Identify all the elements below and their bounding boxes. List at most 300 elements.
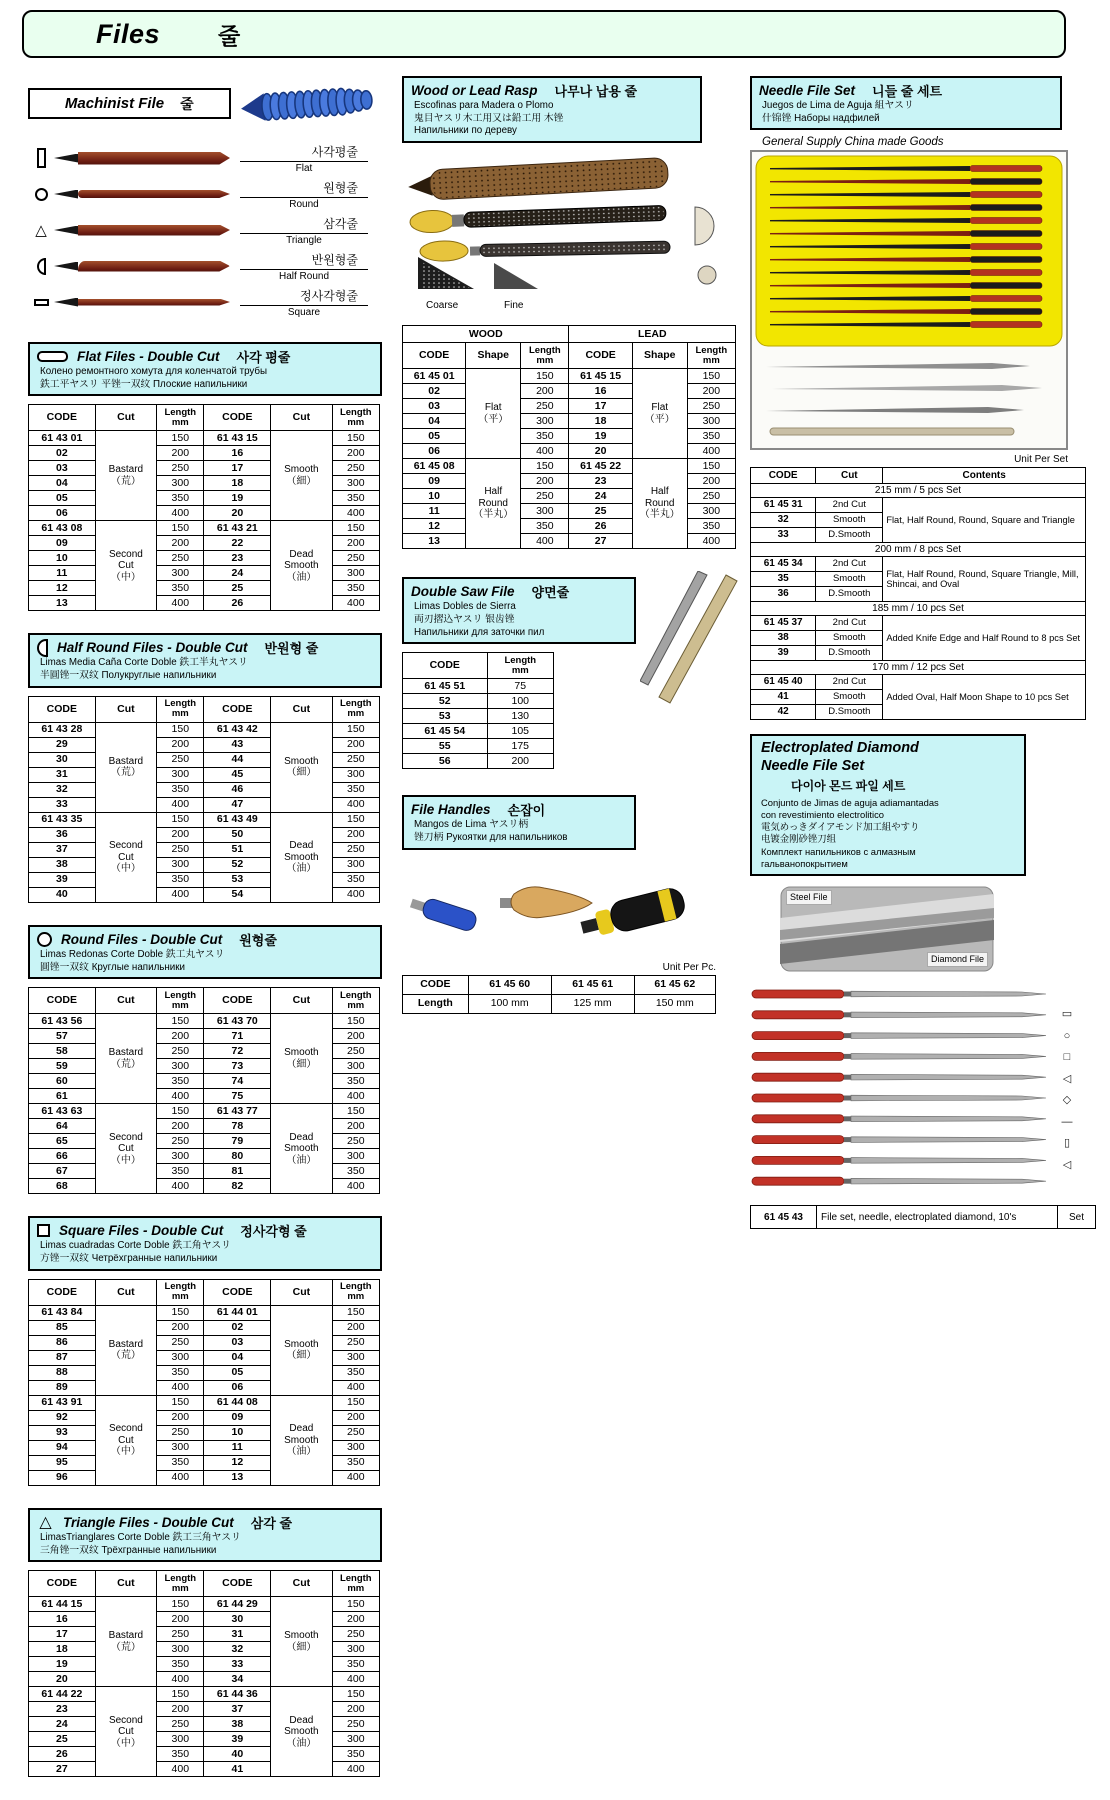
code-cell: 43 <box>204 737 271 752</box>
cut-cell: Bastard （荒） <box>95 1305 156 1395</box>
table-header-row <box>403 343 736 369</box>
section-title-row <box>411 582 627 601</box>
wood-rasp-image <box>402 149 734 317</box>
section-subtitle: гальванопокрытием <box>761 857 848 869</box>
cut-header: Cut <box>271 696 332 722</box>
code-cell: 31 <box>29 767 96 782</box>
section-title: Square Files - Double Cut <box>59 1223 224 1239</box>
section-half-round-files <box>28 633 382 902</box>
code-cell: 61 43 84 <box>29 1305 96 1320</box>
code-cell: 85 <box>29 1320 96 1335</box>
length-cell: 300 <box>332 857 379 872</box>
length-cell: 150 <box>332 521 379 536</box>
length-cell: 200 <box>157 1320 204 1335</box>
set-size-label: 185 mm / 10 pcs Set <box>751 602 1086 616</box>
section-title-local: 니들 줄 세트 <box>872 84 943 99</box>
section-subtitle: 鬼目ヤスリ木工用又は鉛工用 木锉 <box>414 112 564 124</box>
length-cell: 400 <box>332 1380 379 1395</box>
profile-label-local: 사각평줄 <box>240 143 368 162</box>
code-header: CODE <box>204 988 271 1014</box>
set-size-row <box>751 484 1086 498</box>
code-cell: 61 45 37 <box>751 616 816 631</box>
fine-label: Fine <box>504 300 524 312</box>
length-cell: 100 <box>487 694 553 709</box>
square-files-header <box>28 1216 382 1270</box>
length-cell: 150 <box>521 369 569 384</box>
code-cell: 33 <box>204 1657 271 1672</box>
cut-cell: 2nd Cut <box>816 557 883 572</box>
code-cell: 61 44 36 <box>204 1687 271 1702</box>
code-cell: 06 <box>204 1380 271 1395</box>
code-cell: 65 <box>29 1134 96 1149</box>
code-cell: 61 45 01 <box>403 369 466 384</box>
length-header: Length mm <box>157 1571 204 1597</box>
section-subtitle: Limas cuadradas Corte Doble 鉄工角ヤスリ <box>40 1240 231 1252</box>
code-cell: 35 <box>751 572 816 587</box>
set-size-label: 170 mm / 12 pcs Set <box>751 661 1086 675</box>
cut-cell: Dead Smooth （油） <box>271 1104 332 1194</box>
length-cell: 400 <box>157 797 204 812</box>
code-header: CODE <box>569 343 632 369</box>
code-header: CODE <box>403 343 466 369</box>
code-cell: 61 45 61 <box>551 975 634 994</box>
group-header-row <box>403 326 736 343</box>
length-cell: 350 <box>157 1747 204 1762</box>
length-label: Length <box>403 994 469 1013</box>
section-round-files <box>28 925 382 1194</box>
section-subtitle: Напильники для заточки пил <box>414 626 545 638</box>
code-cell: 25 <box>29 1732 96 1747</box>
file-profile-label <box>240 287 368 318</box>
length-cell: 350 <box>332 1074 379 1089</box>
code-cell: 32 <box>204 1642 271 1657</box>
file-profile-icons <box>1052 982 1082 1197</box>
code-cell: 26 <box>569 519 632 534</box>
length-cell: 150 <box>157 431 204 446</box>
length-cell: 250 <box>157 842 204 857</box>
length-cell: 250 <box>332 1425 379 1440</box>
code-cell: 61 45 60 <box>468 975 551 994</box>
triangle-profile-icon <box>37 1514 54 1531</box>
shape-cell: Flat （平） <box>632 369 687 459</box>
cut-cell: Dead Smooth （油） <box>271 812 332 902</box>
length-cell: 200 <box>157 1410 204 1425</box>
cut-cell: Dead Smooth （油） <box>271 1687 332 1777</box>
flat-files-header <box>28 342 382 396</box>
length-cell: 350 <box>332 491 379 506</box>
section-title: File Handles <box>411 802 491 818</box>
cut-cell: Bastard （荒） <box>95 722 156 812</box>
cut-cell: Dead Smooth （油） <box>271 521 332 611</box>
length-cell: 400 <box>687 444 735 459</box>
file-profile-label <box>240 179 368 210</box>
file-profile-glyph: — <box>1061 1115 1073 1128</box>
round-files-table <box>28 987 380 1194</box>
length-cell: 200 <box>157 536 204 551</box>
code-cell: 64 <box>29 1119 96 1134</box>
length-cell: 400 <box>332 596 379 611</box>
length-cell: 250 <box>687 489 735 504</box>
length-cell: 200 <box>157 737 204 752</box>
length-cell: 200 <box>332 1612 379 1627</box>
code-cell: 61 43 70 <box>204 1014 271 1029</box>
length-cell: 200 <box>157 1029 204 1044</box>
section-subtitle: 両刃摺込ヤスリ 银齿锉 <box>414 613 515 625</box>
length-cell: 350 <box>521 429 569 444</box>
code-cell: 41 <box>204 1762 271 1777</box>
length-cell: 350 <box>521 519 569 534</box>
code-cell: 05 <box>403 429 466 444</box>
flat-profile-icon <box>28 148 54 168</box>
length-cell: 400 <box>332 1762 379 1777</box>
code-cell: 27 <box>29 1762 96 1777</box>
length-cell: 150 <box>332 812 379 827</box>
code-cell: 31 <box>204 1627 271 1642</box>
code-cell: 61 44 22 <box>29 1687 96 1702</box>
length-cell: 150 <box>332 1687 379 1702</box>
length-cell: 150 <box>157 521 204 536</box>
code-cell: 04 <box>29 476 96 491</box>
length-cell: 250 <box>332 1044 379 1059</box>
table-row <box>403 459 736 474</box>
code-cell: 26 <box>29 1747 96 1762</box>
cut-cell: 2nd Cut <box>816 498 883 513</box>
table-row <box>751 557 1086 572</box>
code-cell: 18 <box>569 414 632 429</box>
length-cell: 200 <box>687 474 735 489</box>
length-cell: 300 <box>157 1732 204 1747</box>
unit-per-set-note: Unit Per Set <box>1014 454 1068 466</box>
page-title-en: Files <box>96 18 161 49</box>
section-subtitle: 锉刀柄 Рукоятки для напильников <box>414 832 568 844</box>
length-cell: 300 <box>157 1440 204 1455</box>
length-cell: 200 <box>157 1119 204 1134</box>
table-row <box>29 812 380 827</box>
code-cell: 23 <box>204 551 271 566</box>
code-cell: 37 <box>29 842 96 857</box>
cut-header: Cut <box>816 468 883 484</box>
code-cell: 58 <box>29 1044 96 1059</box>
coarse-label: Coarse <box>426 300 459 312</box>
section-subtitle: Escofinas para Madera o Plomo <box>414 100 554 111</box>
code-cell: 20 <box>29 1672 96 1687</box>
code-cell: 61 44 08 <box>204 1395 271 1410</box>
middle-column <box>402 76 740 1014</box>
cut-cell: D.Smooth <box>816 705 883 720</box>
round-profile-icon <box>37 932 52 947</box>
code-cell: 61 43 56 <box>29 1014 96 1029</box>
contents-cell: Added Oval, Half Moon Shape to 10 pcs Set <box>883 675 1086 720</box>
length-cell: 300 <box>332 1350 379 1365</box>
cut-cell: Bastard （荒） <box>95 1597 156 1687</box>
section-subtitle: 電気めっきダイアモンド加工組やすり <box>761 821 920 833</box>
code-cell: 09 <box>29 536 96 551</box>
code-cell: 93 <box>29 1425 96 1440</box>
length-cell: 400 <box>332 1470 379 1485</box>
length-cell: 200 <box>521 384 569 399</box>
cut-cell: D.Smooth <box>816 528 883 543</box>
code-cell: 57 <box>29 1029 96 1044</box>
code-cell: 67 <box>29 1164 96 1179</box>
code-cell: 61 44 29 <box>204 1597 271 1612</box>
section-square-files <box>28 1216 382 1485</box>
cut-header: Cut <box>271 1571 332 1597</box>
length-cell: 350 <box>157 581 204 596</box>
round-file-image <box>54 190 236 199</box>
cut-cell: Smooth <box>816 690 883 705</box>
cut-cell: D.Smooth <box>816 587 883 602</box>
length-header: Length mm <box>157 988 204 1014</box>
length-cell: 400 <box>332 887 379 902</box>
code-cell: 39 <box>29 872 96 887</box>
half-round-files-table <box>28 696 380 903</box>
file-profile-glyph: ◇ <box>1062 1094 1072 1107</box>
file-profile-row <box>28 284 368 320</box>
length-cell: 250 <box>332 1335 379 1350</box>
length-cell: 250 <box>157 1717 204 1732</box>
code-cell: 61 43 49 <box>204 812 271 827</box>
length-cell: 200 <box>332 1320 379 1335</box>
length-cell: 150 <box>157 1014 204 1029</box>
table-header-row <box>29 1279 380 1305</box>
section-title: Round Files - Double Cut <box>61 931 223 947</box>
cut-cell: Smooth <box>816 572 883 587</box>
section-subtitle: 电镀金刚砂锉刀组 <box>761 833 837 845</box>
length-cell: 400 <box>157 887 204 902</box>
length-header: Length mm <box>332 696 379 722</box>
section-subtitle: Комплект напильников с алмазным <box>761 845 916 857</box>
triangle-profile-icon <box>28 221 54 239</box>
code-cell: 29 <box>29 737 96 752</box>
machinist-file-block <box>28 88 382 134</box>
section-title-local: 정사각형 줄 <box>240 1224 307 1240</box>
length-cell: 300 <box>157 1350 204 1365</box>
table-row <box>751 675 1086 690</box>
section-triangle-files <box>28 1508 382 1777</box>
code-cell: 33 <box>751 528 816 543</box>
code-cell: 13 <box>29 596 96 611</box>
length-header: Length mm <box>332 988 379 1014</box>
length-cell: 200 <box>332 536 379 551</box>
diamond-set-header <box>750 734 1026 876</box>
file-profile-glyph: ◁ <box>1062 1072 1072 1085</box>
triangle-files-table <box>28 1570 380 1777</box>
length-cell: 130 <box>487 709 553 724</box>
length-cell: 300 <box>332 1440 379 1455</box>
length-cell: 200 <box>332 827 379 842</box>
code-cell: 41 <box>751 690 816 705</box>
length-header: Length mm <box>521 343 569 369</box>
length-cell: 150 <box>332 431 379 446</box>
file-profile-row <box>28 212 368 248</box>
code-header: CODE <box>204 1279 271 1305</box>
length-cell: 250 <box>332 1717 379 1732</box>
code-cell: 45 <box>204 767 271 782</box>
section-title-row <box>37 930 373 949</box>
file-profile-glyph <box>1052 984 1082 1002</box>
cut-cell: D.Smooth <box>816 646 883 661</box>
length-cell: 150 <box>687 369 735 384</box>
code-cell: 26 <box>204 596 271 611</box>
length-cell: 400 <box>332 1672 379 1687</box>
right-column <box>750 76 1096 1229</box>
section-subtitle: Limas Dobles de Sierra <box>414 601 516 613</box>
length-cell: 400 <box>157 1380 204 1395</box>
file-profile-label <box>240 143 368 174</box>
code-cell: 61 <box>29 1089 96 1104</box>
length-cell: 400 <box>157 1179 204 1194</box>
length-cell: 350 <box>332 1365 379 1380</box>
length-cell: 300 <box>687 414 735 429</box>
cut-cell: Second Cut （中） <box>95 1687 156 1777</box>
file-handles-table <box>402 975 716 1014</box>
code-cell: 92 <box>29 1410 96 1425</box>
code-cell: 32 <box>751 513 816 528</box>
photo-caption: General Supply China made Goods <box>762 136 944 149</box>
code-cell: 46 <box>204 782 271 797</box>
code-cell: 20 <box>569 444 632 459</box>
length-cell: 300 <box>157 1642 204 1657</box>
code-cell: CODE <box>403 975 469 994</box>
code-cell: 61 45 31 <box>751 498 816 513</box>
length-cell: 175 <box>487 739 553 754</box>
code-cell: 61 43 15 <box>204 431 271 446</box>
shape-cell: Half Round （半丸） <box>466 459 521 549</box>
code-cell: 17 <box>29 1627 96 1642</box>
length-cell: 350 <box>687 429 735 444</box>
cut-header: Cut <box>95 1571 156 1597</box>
section-title-local: 반원형 줄 <box>264 641 319 657</box>
length-cell: 150 <box>332 722 379 737</box>
length-cell: 350 <box>157 1455 204 1470</box>
code-cell: 33 <box>29 797 96 812</box>
length-cell: 105 <box>487 724 553 739</box>
cut-cell: Smooth <box>816 631 883 646</box>
file-profile-row <box>28 176 368 212</box>
file-profile-glyph: ◁ <box>1062 1158 1072 1171</box>
set-size-label: 200 mm / 8 pcs Set <box>751 543 1086 557</box>
table-row <box>29 1597 380 1612</box>
description-cell: File set, needle, electroplated diamond, 10's <box>817 1206 1058 1229</box>
cut-cell: Bastard （荒） <box>95 431 156 521</box>
code-cell: 61 43 08 <box>29 521 96 536</box>
code-cell: 71 <box>204 1029 271 1044</box>
code-cell: 24 <box>204 566 271 581</box>
left-column <box>28 88 382 1777</box>
wood-lead-table <box>402 325 736 549</box>
half-round-file-image <box>54 261 236 272</box>
cut-cell: Second Cut （中） <box>95 812 156 902</box>
section-title-row <box>37 347 373 366</box>
length-cell: 350 <box>157 1164 204 1179</box>
code-cell: 10 <box>204 1425 271 1440</box>
length-cell: 200 <box>157 827 204 842</box>
code-header: CODE <box>204 1571 271 1597</box>
section-title: Wood or Lead Rasp <box>411 83 538 98</box>
code-cell: 61 43 01 <box>29 431 96 446</box>
code-header: CODE <box>29 1279 96 1305</box>
length-cell: 150 <box>332 1597 379 1612</box>
table-row <box>29 1687 380 1702</box>
length-cell: 250 <box>521 489 569 504</box>
code-cell: 42 <box>751 705 816 720</box>
length-cell: 300 <box>157 1149 204 1164</box>
length-cell: 250 <box>687 399 735 414</box>
code-cell: 88 <box>29 1365 96 1380</box>
contents-header: Contents <box>883 468 1086 484</box>
code-cell: 52 <box>204 857 271 872</box>
code-cell: 54 <box>204 887 271 902</box>
cut-cell: Second Cut （中） <box>95 1104 156 1194</box>
half-round-profile-icon <box>37 639 48 657</box>
length-cell: 250 <box>157 461 204 476</box>
file-profile-glyph: ○ <box>1063 1029 1071 1042</box>
flat-profile-icon <box>37 351 68 362</box>
length-cell: 400 <box>332 1179 379 1194</box>
code-cell: 61 43 21 <box>204 521 271 536</box>
length-cell: 200 <box>157 1702 204 1717</box>
code-header: CODE <box>204 405 271 431</box>
length-cell: 400 <box>157 1089 204 1104</box>
needle-file-set-table <box>750 467 1086 720</box>
double-saw-table <box>402 652 554 769</box>
diamond-file-label: Diamond File <box>927 952 988 967</box>
section-subtitle: Conjunto de Jimas de aguja adiamantadas <box>761 796 939 808</box>
code-cell: 22 <box>204 536 271 551</box>
section-subtitle: Limas Media Caña Corte Doble 鉄工半丸ヤスリ <box>40 657 248 669</box>
contents-cell: Flat, Half Round, Round, Square Triangle, Mill, Shincai, and Oval <box>883 557 1086 602</box>
code-cell: 53 <box>403 709 488 724</box>
set-size-row <box>751 543 1086 557</box>
code-cell: 36 <box>751 587 816 602</box>
section-subtitle: Напильники по дереву <box>414 125 517 137</box>
length-cell: 250 <box>157 1335 204 1350</box>
length-cell: 250 <box>157 551 204 566</box>
half-round-files-header <box>28 633 382 687</box>
section-subtitle: 什锦锉 Наборы надфилей <box>762 112 880 124</box>
profile-label-en: Flat <box>295 162 313 174</box>
code-cell: 66 <box>29 1149 96 1164</box>
length-cell: 200 <box>521 474 569 489</box>
code-cell: 61 45 43 <box>751 1206 817 1229</box>
code-cell: 74 <box>204 1074 271 1089</box>
code-cell: 82 <box>204 1179 271 1194</box>
length-cell: 400 <box>157 506 204 521</box>
table-row <box>403 709 554 724</box>
section-title-local: 다이아 몬드 파일 세트 <box>791 778 906 793</box>
machinist-file-header <box>28 88 231 119</box>
code-header: CODE <box>751 468 816 484</box>
length-cell: 300 <box>687 504 735 519</box>
file-handles-header <box>402 795 636 849</box>
length-cell: 250 <box>521 399 569 414</box>
code-header: CODE <box>29 405 96 431</box>
profile-label-local: 반원형줄 <box>240 251 368 270</box>
machinist-rasp-image <box>235 74 382 132</box>
diamond-set-table <box>750 1205 1096 1229</box>
cut-cell: Dead Smooth （油） <box>271 1395 332 1485</box>
unit-cell: Set <box>1058 1206 1096 1229</box>
code-cell: 11 <box>29 566 96 581</box>
code-cell: 09 <box>403 474 466 489</box>
section-title: Flat Files - Double Cut <box>77 349 220 364</box>
section-subtitle: 鉄工平ヤスリ 平锉一双纹 Плоские напильники <box>40 378 248 390</box>
code-cell: 19 <box>569 429 632 444</box>
length-cell: 400 <box>332 506 379 521</box>
machinist-title-local: 줄 <box>180 95 194 112</box>
set-size-row <box>751 602 1086 616</box>
code-cell: 03 <box>204 1335 271 1350</box>
